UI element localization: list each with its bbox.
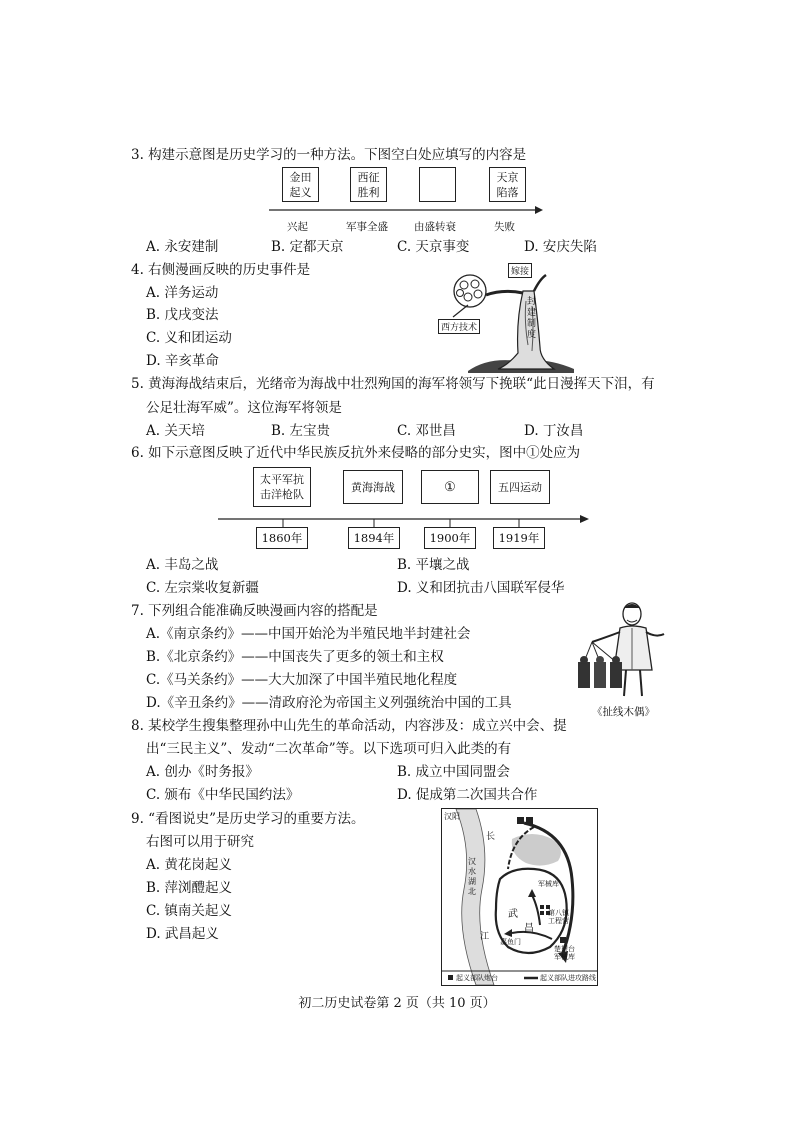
q7-puppet-cartoon: [570, 600, 670, 700]
q3-stage-4: 失败: [494, 221, 515, 233]
page-footer: 初二历史试卷第 2 页（共 10 页）: [298, 996, 496, 1011]
q8-stem-line2: 出“三民主义”、发动“二次革命”等。以下选项可归入此类的有: [146, 741, 512, 757]
q7-option-b[interactable]: B.《北京条约》——中国丧失了更多的领土和主权: [146, 649, 444, 665]
q3-box-4: 天京 陷落: [489, 167, 526, 202]
q3-stage-1: 兴起: [287, 221, 308, 233]
q9-option-a[interactable]: A. 黄花岗起义: [146, 857, 232, 873]
q6-option-b[interactable]: B. 平壤之战: [397, 557, 470, 573]
puppeteer-illustration: [570, 600, 670, 700]
q8-option-a[interactable]: A. 创办《时务报》: [146, 764, 259, 780]
q4-option-b[interactable]: B. 戊戌变法: [146, 307, 219, 323]
q9-map-label-wu: 武: [508, 909, 518, 920]
q9-map-label-junxie: 军械库: [538, 880, 559, 888]
q9-map-label-canal: 汉水 湖北: [468, 857, 476, 896]
q8-option-b[interactable]: B. 成立中国同盟会: [397, 764, 511, 780]
q9-map-label-engineer: 第八镇 工程营: [548, 909, 569, 925]
q8-option-c[interactable]: C. 颁布《中华民国约法》: [146, 787, 300, 803]
q6-timeline-arrow: [216, 511, 592, 527]
q6-year-4: 1919年: [493, 527, 545, 549]
q9-map-label-gate: 嘉鱼门: [500, 938, 521, 946]
q8-option-d[interactable]: D. 促成第二次国共合作: [397, 787, 538, 803]
q6-option-a[interactable]: A. 丰岛之战: [146, 557, 219, 573]
q6-year-2: 1894年: [348, 527, 400, 549]
q6-stem: 6. 如下示意图反映了近代中华民族反抗外来侵略的部分史实，图中①处应为: [131, 445, 581, 461]
q9-map-label-hanyang: 汉阳: [444, 812, 460, 821]
q6-year-3: 1900年: [424, 527, 476, 549]
q3-option-c[interactable]: C. 天京事变: [397, 239, 470, 255]
q7-cartoon-caption: 《扯线木偶》: [592, 706, 655, 718]
q9-stem-line1: 9. “看图说史”是历史学习的重要方法。: [131, 811, 365, 827]
q7-option-c[interactable]: C.《马关条约》——大大加深了中国半殖民地化程度: [146, 672, 458, 688]
q9-option-c[interactable]: C. 镇南关起义: [146, 903, 232, 919]
q9-map: [441, 808, 598, 986]
q5-stem-line2: 公足壮海军威”。这位海军将领是: [146, 400, 342, 416]
q3-timeline-arrow: [265, 202, 545, 218]
q5-option-a[interactable]: A. 关天培: [146, 423, 205, 439]
q3-box-blank: [419, 167, 456, 202]
q3-box-1: 金田 起义: [282, 167, 319, 202]
q9-map-label-battery: 楚望台 军械库: [554, 945, 575, 961]
q4-label-feudal: 封建制度: [527, 297, 537, 340]
q6-event-2: 黄海海战: [343, 470, 403, 504]
q6-event-1: 太平军抗 击洋枪队: [253, 467, 311, 507]
q5-option-b[interactable]: B. 左宝贵: [271, 423, 331, 439]
q4-stem: 4. 右侧漫画反映的历史事件是: [131, 262, 311, 278]
q9-option-d[interactable]: D. 武昌起义: [146, 926, 219, 942]
q7-option-d[interactable]: D.《辛丑条约》——清政府沦为帝国主义列强统治中国的工具: [146, 695, 512, 711]
q3-stage-3: 由盛转衰: [414, 221, 456, 233]
q6-event-blank: ①: [421, 470, 479, 504]
q4-label-graft: 嫁接: [508, 263, 532, 278]
grafted-tree-illustration: [428, 261, 578, 373]
q3-box-2: 西征 胜利: [350, 167, 387, 202]
q4-option-c[interactable]: C. 义和团运动: [146, 330, 232, 346]
q5-option-c[interactable]: C. 邓世昌: [397, 423, 456, 439]
q9-legend-artillery: 起义部队炮台: [456, 974, 498, 982]
q4-cartoon-tree: [428, 261, 578, 373]
q5-option-d[interactable]: D. 丁汝昌: [524, 423, 584, 439]
q3-option-b[interactable]: B. 定都天京: [271, 239, 344, 255]
q3-option-d[interactable]: D. 安庆失陷: [524, 239, 597, 255]
q9-stem-line2: 右图可以用于研究: [146, 834, 254, 850]
q6-option-d[interactable]: D. 义和团抗击八国联军侵华: [397, 580, 565, 596]
q3-stage-2: 军事全盛: [346, 221, 388, 233]
q7-option-a[interactable]: A.《南京条约》——中国开始沦为半殖民地半封建社会: [146, 626, 471, 642]
q5-stem-line1: 5. 黄海海战结束后，光绪帝为海战中壮烈殉国的海军将领写下挽联“此日漫挥天下泪，有: [131, 376, 655, 392]
q4-label-western-tech: 西方技术: [438, 319, 480, 334]
q6-option-c[interactable]: C. 左宗棠收复新疆: [146, 580, 259, 596]
q8-stem-line1: 8. 某校学生搜集整理孙中山先生的革命活动，内容涉及：成立兴中会、提: [131, 718, 567, 734]
q9-map-label-river1: 长: [486, 832, 496, 842]
q9-legend-route: 起义部队进攻路线: [540, 974, 596, 982]
q9-map-label-river2: 江: [480, 932, 490, 942]
q9-option-b[interactable]: B. 萍浏醴起义: [146, 880, 233, 896]
q3-option-a[interactable]: A. 永安建制: [146, 239, 219, 255]
q3-stem: 3. 构建示意图是历史学习的一种方法。下图空白处应填写的内容是: [131, 147, 527, 163]
q4-option-d[interactable]: D. 辛亥革命: [146, 353, 219, 369]
q7-stem: 7. 下列组合能准确反映漫画内容的搭配是: [131, 603, 378, 619]
q6-year-1: 1860年: [256, 527, 308, 549]
q9-map-label-chang: 昌: [524, 923, 534, 934]
q6-event-4: 五四运动: [490, 470, 550, 504]
q4-option-a[interactable]: A. 洋务运动: [146, 285, 219, 301]
